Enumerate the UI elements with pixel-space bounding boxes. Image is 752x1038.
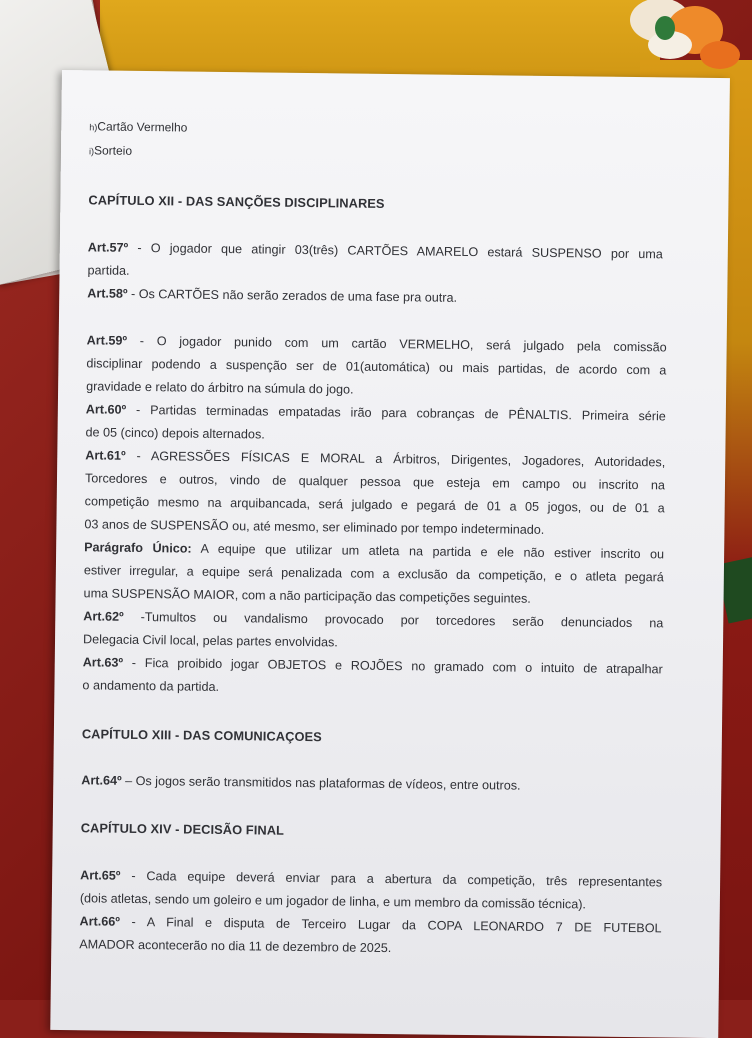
document-page bbox=[50, 70, 730, 1038]
article-63-line2: o andamento da partida. bbox=[82, 678, 220, 694]
article-61-line4: 03 anos de SUSPENSÃO ou, até mesmo, ser eliminado por tempo indeterminado. bbox=[84, 517, 545, 537]
article-65-line2: (dois atletas, sendo um goleiro e um jogador de linha, e um membro da comissão técnica). bbox=[79, 891, 587, 912]
article-61: Art.61º - AGRESSÕES FÍSICAS E MORAL a Árbitros, Dirigentes, Jogadores, Autoridades, bbox=[85, 448, 666, 470]
paragraph-unico-line2: estiver irregular, a equipe será penalizada com a exclusão da competição, e o atleta pegará bbox=[83, 563, 664, 585]
paragraph-unico: Parágrafo Único: A equipe que utilizar um atleta na partida e ele não estiver inscrito ou bbox=[84, 540, 665, 562]
paragraph-unico-line3: uma SUSPENSÃO MAIOR, com a não participação das competições seguintes. bbox=[83, 586, 531, 606]
list-item-i: i)Sorteio bbox=[88, 143, 133, 158]
section-heading-xiv: CAPÍTULO XIV - DECISÃO FINAL bbox=[80, 820, 285, 838]
section-heading-xiii: CAPÍTULO XIII - DAS COMUNICAÇOES bbox=[81, 726, 322, 745]
article-62: Art.62º -Tumultos ou vandalismo provocado por torcedores serão denunciados na bbox=[83, 609, 664, 631]
section-heading-xii: CAPÍTULO XII - DAS SANÇÕES DISCIPLINARES bbox=[88, 192, 385, 211]
article-60: Art.60º - Partidas terminadas empatadas irão para cobranças de PÊNALTIS. Primeira série bbox=[85, 402, 666, 424]
article-61-line3: competição mesmo na arquibancada, será julgado e pegará de 01 a 05 jogos, ou de 01 a bbox=[84, 494, 665, 516]
article-66-line2: AMADOR acontecerão no dia 11 de dezembro de 2025. bbox=[79, 937, 392, 956]
article-58: Art.58º - Os CARTÕES não serão zerados de uma fase pra outra. bbox=[87, 286, 458, 305]
article-59-line2: disciplinar podendo a suspenção ser de 01(automática) ou mais partidas, de acordo com a bbox=[86, 356, 667, 378]
article-65: Art.65º - Cada equipe deverá enviar para a abertura da competição, três representantes bbox=[80, 868, 663, 890]
article-57-cont: partida. bbox=[87, 263, 130, 278]
article-62-line2: Delegacia Civil local, pelas partes envolvidas. bbox=[82, 632, 338, 650]
article-64: Art.64º – Os jogos serão transmitidos nas plataformas de vídeos, entre outros. bbox=[81, 773, 521, 793]
article-57: Art.57º - O jogador que atingir 03(três) CARTÕES AMARELO estará SUSPENSO por uma bbox=[87, 240, 663, 262]
article-63: Art.63º - Fica proibido jogar OBJETOS e ROJÕES no gramado com o intuito de atrapalhar bbox=[82, 655, 663, 677]
article-59-line3: gravidade e relato do árbitro na súmula do jogo. bbox=[86, 379, 354, 397]
article-59: Art.59º - O jogador punido com um cartão VERMELHO, será julgado pela comissão bbox=[86, 333, 667, 355]
article-60-line2: de 05 (cinco) depois alternados. bbox=[85, 425, 265, 442]
list-item-h: h)Cartão Vermelho bbox=[89, 119, 188, 135]
flower-pattern bbox=[610, 0, 752, 80]
article-61-line2: Torcedores e outros, vindo de qualquer pessoa que esteja em campo ou inscrito na bbox=[84, 471, 666, 493]
document-content bbox=[79, 118, 689, 956]
article-66: Art.66º - A Final e disputa de Terceiro Lugar da COPA LEONARDO 7 DE FUTEBOL bbox=[79, 914, 662, 936]
